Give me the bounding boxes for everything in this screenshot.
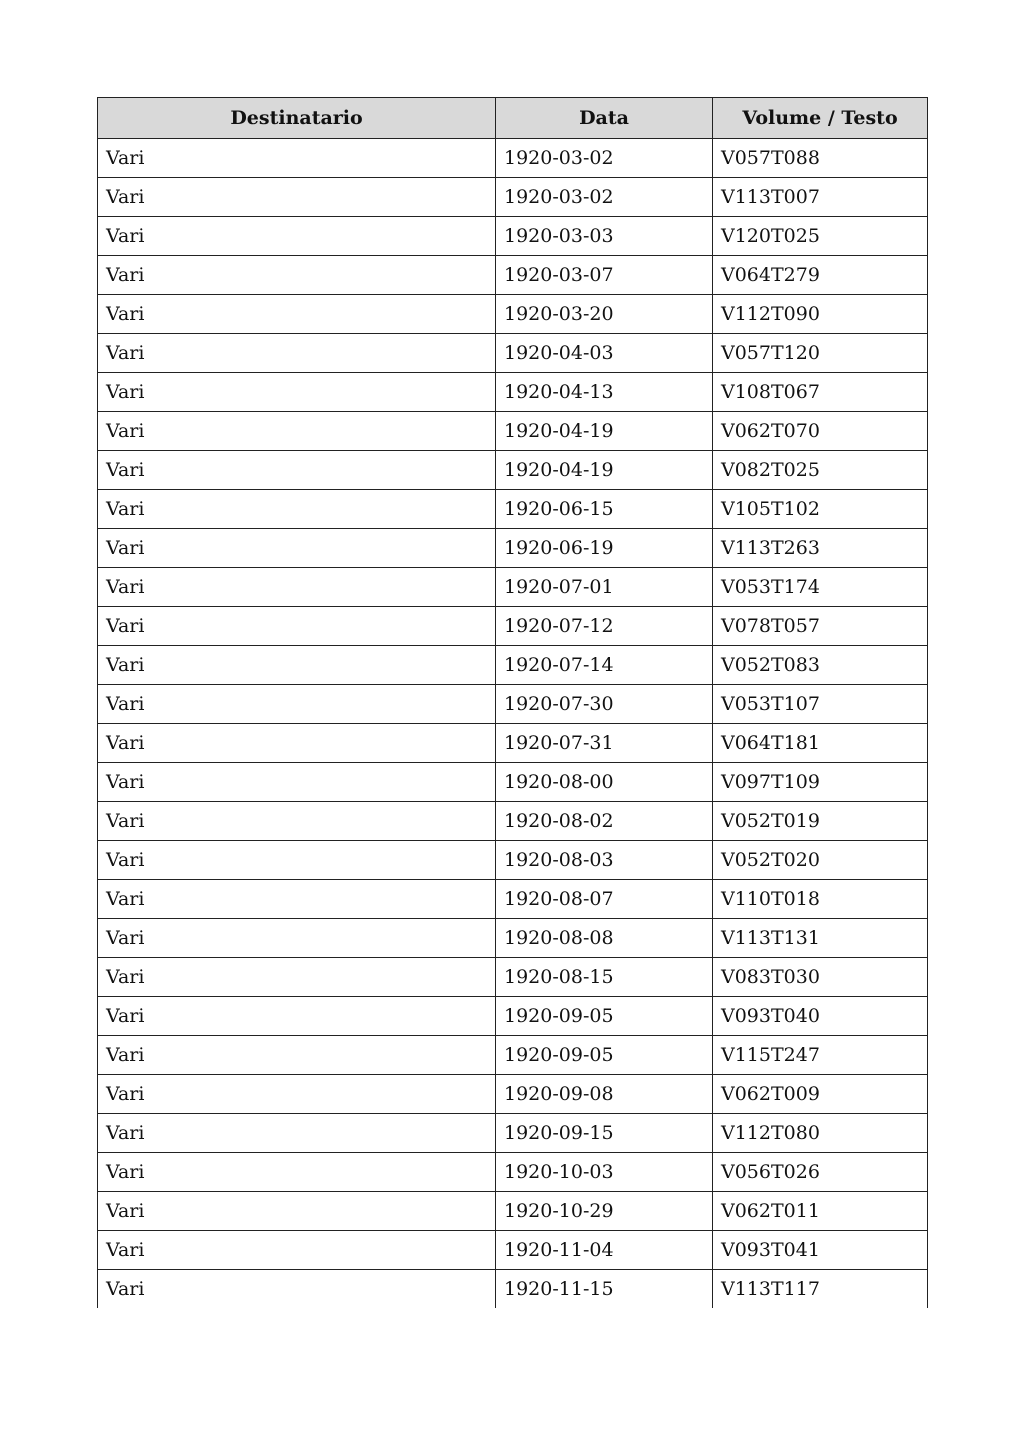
cell-destinatario: Vari (98, 217, 496, 256)
cell-destinatario: Vari (98, 139, 496, 178)
cell-data: 1920-09-15 (496, 1114, 713, 1153)
cell-data: 1920-07-01 (496, 568, 713, 607)
table-row (98, 724, 928, 763)
cell-destinatario: Vari (98, 1153, 496, 1192)
cell-volume-testo: V112T080 (713, 1114, 928, 1153)
cell-data: 1920-10-29 (496, 1192, 713, 1231)
cell-data: 1920-09-08 (496, 1075, 713, 1114)
table-row (98, 958, 928, 997)
cell-destinatario: Vari (98, 997, 496, 1036)
cell-destinatario: Vari (98, 685, 496, 724)
table-row (98, 646, 928, 685)
cell-data: 1920-03-03 (496, 217, 713, 256)
cell-data: 1920-04-13 (496, 373, 713, 412)
table-row (98, 1270, 928, 1309)
cell-data: 1920-09-05 (496, 997, 713, 1036)
cell-data: 1920-03-02 (496, 178, 713, 217)
cell-data: 1920-10-03 (496, 1153, 713, 1192)
table-row (98, 217, 928, 256)
cell-volume-testo: V078T057 (713, 607, 928, 646)
cell-volume-testo: V115T247 (713, 1036, 928, 1075)
cell-destinatario: Vari (98, 958, 496, 997)
cell-data: 1920-08-03 (496, 841, 713, 880)
cell-data: 1920-03-02 (496, 139, 713, 178)
cell-volume-testo: V113T263 (713, 529, 928, 568)
cell-data: 1920-08-00 (496, 763, 713, 802)
cell-volume-testo: V093T040 (713, 997, 928, 1036)
cell-destinatario: Vari (98, 568, 496, 607)
cell-data: 1920-04-19 (496, 412, 713, 451)
cell-destinatario: Vari (98, 1114, 496, 1153)
cell-destinatario: Vari (98, 1231, 496, 1270)
cell-volume-testo: V064T279 (713, 256, 928, 295)
table-header (98, 98, 928, 139)
table-row (98, 997, 928, 1036)
cell-volume-testo: V062T070 (713, 412, 928, 451)
cell-data: 1920-11-15 (496, 1270, 713, 1309)
table-row (98, 139, 928, 178)
table-row (98, 880, 928, 919)
cell-volume-testo: V097T109 (713, 763, 928, 802)
cell-data: 1920-09-05 (496, 1036, 713, 1075)
letters-table (97, 97, 928, 1308)
cell-data: 1920-04-03 (496, 334, 713, 373)
cell-volume-testo: V120T025 (713, 217, 928, 256)
cell-data: 1920-08-08 (496, 919, 713, 958)
table-row (98, 412, 928, 451)
table-row (98, 295, 928, 334)
cell-destinatario: Vari (98, 334, 496, 373)
cell-destinatario: Vari (98, 763, 496, 802)
cell-volume-testo: V113T131 (713, 919, 928, 958)
table-row (98, 841, 928, 880)
table-row (98, 373, 928, 412)
cell-data: 1920-07-12 (496, 607, 713, 646)
table-row (98, 490, 928, 529)
cell-volume-testo: V052T019 (713, 802, 928, 841)
cell-volume-testo: V112T090 (713, 295, 928, 334)
cell-data: 1920-07-31 (496, 724, 713, 763)
column-header-destinatario: Destinatario (98, 98, 496, 139)
cell-volume-testo: V052T083 (713, 646, 928, 685)
table-row (98, 802, 928, 841)
cell-destinatario: Vari (98, 802, 496, 841)
cell-data: 1920-06-15 (496, 490, 713, 529)
table-row (98, 1231, 928, 1270)
cell-destinatario: Vari (98, 490, 496, 529)
cell-data: 1920-08-02 (496, 802, 713, 841)
cell-volume-testo: V110T018 (713, 880, 928, 919)
cell-destinatario: Vari (98, 646, 496, 685)
column-header-data: Data (496, 98, 713, 139)
cell-volume-testo: V083T030 (713, 958, 928, 997)
cell-destinatario: Vari (98, 295, 496, 334)
cell-data: 1920-03-07 (496, 256, 713, 295)
cell-data: 1920-08-07 (496, 880, 713, 919)
header-row (98, 98, 928, 139)
cell-data: 1920-07-14 (496, 646, 713, 685)
table-row (98, 685, 928, 724)
cell-data: 1920-08-15 (496, 958, 713, 997)
cell-destinatario: Vari (98, 1075, 496, 1114)
cell-destinatario: Vari (98, 880, 496, 919)
cell-destinatario: Vari (98, 1036, 496, 1075)
cell-destinatario: Vari (98, 724, 496, 763)
table-row (98, 334, 928, 373)
cell-volume-testo: V062T009 (713, 1075, 928, 1114)
cell-volume-testo: V053T107 (713, 685, 928, 724)
cell-volume-testo: V113T007 (713, 178, 928, 217)
table-row (98, 1192, 928, 1231)
cell-destinatario: Vari (98, 256, 496, 295)
table-row (98, 1075, 928, 1114)
cell-volume-testo: V064T181 (713, 724, 928, 763)
cell-data: 1920-04-19 (496, 451, 713, 490)
cell-destinatario: Vari (98, 412, 496, 451)
cell-volume-testo: V093T041 (713, 1231, 928, 1270)
table-body (98, 139, 928, 1309)
cell-destinatario: Vari (98, 178, 496, 217)
table-row (98, 529, 928, 568)
cell-destinatario: Vari (98, 1270, 496, 1309)
column-header-volume-testo: Volume / Testo (713, 98, 928, 139)
cell-volume-testo: V056T026 (713, 1153, 928, 1192)
cell-volume-testo: V057T120 (713, 334, 928, 373)
cell-data: 1920-11-04 (496, 1231, 713, 1270)
cell-data: 1920-06-19 (496, 529, 713, 568)
table-row (98, 607, 928, 646)
cell-destinatario: Vari (98, 373, 496, 412)
table-row (98, 451, 928, 490)
cell-data: 1920-07-30 (496, 685, 713, 724)
cell-destinatario: Vari (98, 451, 496, 490)
cell-volume-testo: V108T067 (713, 373, 928, 412)
cell-data: 1920-03-20 (496, 295, 713, 334)
cell-destinatario: Vari (98, 841, 496, 880)
cell-volume-testo: V053T174 (713, 568, 928, 607)
cell-destinatario: Vari (98, 607, 496, 646)
cell-volume-testo: V052T020 (713, 841, 928, 880)
table-row (98, 256, 928, 295)
cell-volume-testo: V105T102 (713, 490, 928, 529)
table-row (98, 919, 928, 958)
cell-volume-testo: V113T117 (713, 1270, 928, 1309)
cell-destinatario: Vari (98, 919, 496, 958)
cell-volume-testo: V057T088 (713, 139, 928, 178)
cell-volume-testo: V062T011 (713, 1192, 928, 1231)
table-row (98, 1036, 928, 1075)
cell-destinatario: Vari (98, 529, 496, 568)
table-row (98, 1114, 928, 1153)
table-row (98, 763, 928, 802)
cell-destinatario: Vari (98, 1192, 496, 1231)
table-row (98, 568, 928, 607)
table-row (98, 178, 928, 217)
cell-volume-testo: V082T025 (713, 451, 928, 490)
table-row (98, 1153, 928, 1192)
